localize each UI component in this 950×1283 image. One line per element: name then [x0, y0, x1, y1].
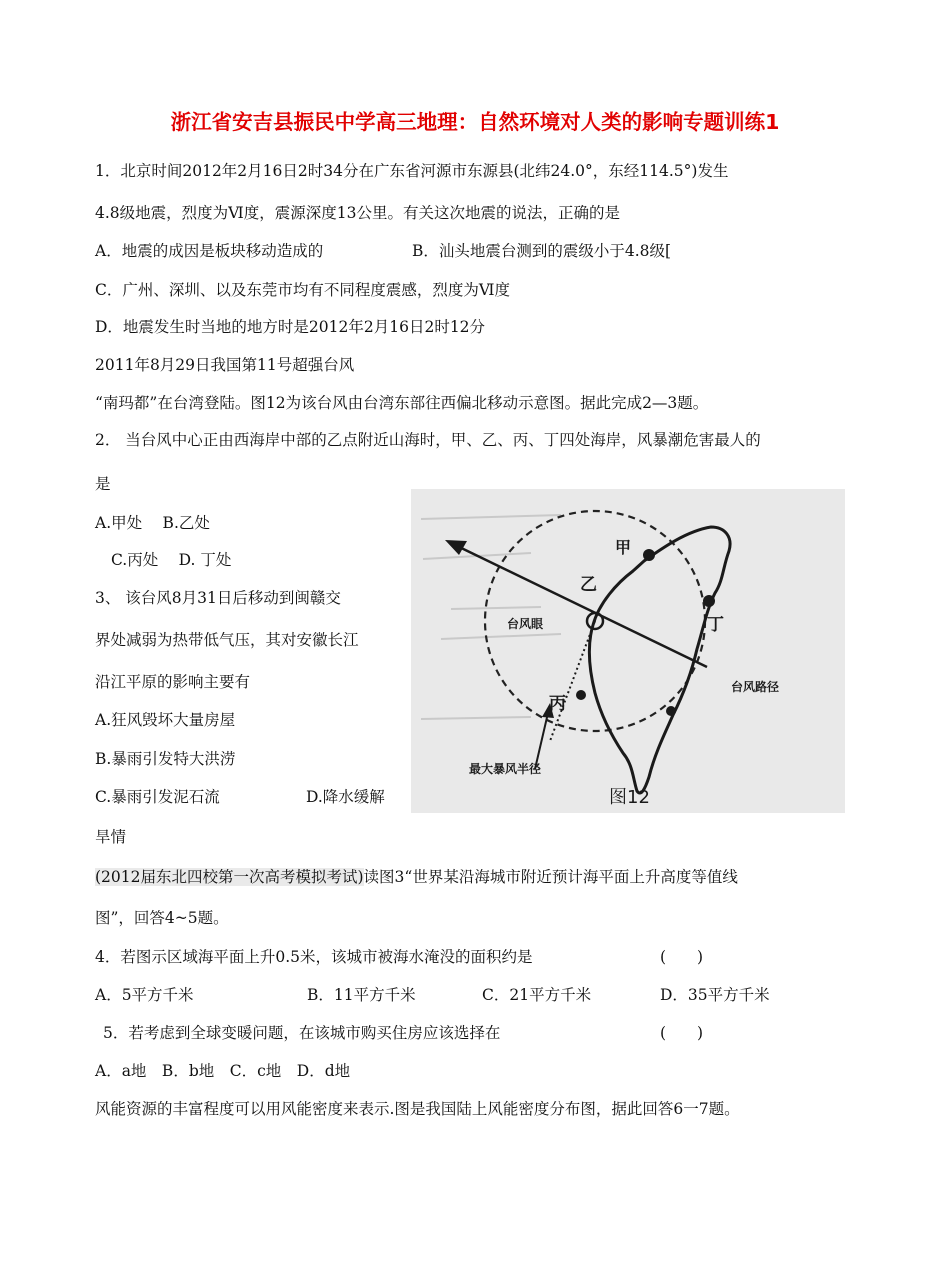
q1-stem-line1: 1．北京时间2012年2月16日2时34分在广东省河源市东源县(北纬24.0°，东经114.5°)发生	[95, 162, 729, 180]
q2-stem-line1: 2． 当台风中心正由西海岸中部的乙点附近山海时，甲、乙、丙、丁四处海岸，风暴潮危害最人的	[95, 431, 761, 449]
q2-options-ab: A.甲处 B.乙处	[95, 514, 210, 532]
q3-stem-line1: 3、 该台风8月31日后移动到闽赣交	[95, 589, 341, 607]
q3-stem-line3: 沿江平原的影响主要有	[95, 673, 251, 691]
q5-answer-bracket: ( )	[660, 1024, 704, 1042]
q5-stem: 5．若考虑到全球变暖问题，在该城市购买住房应该选择在	[103, 1024, 501, 1042]
q1-option-c: C．广州、深圳、以及东莞市均有不同程度震感，烈度为Ⅵ度	[95, 281, 510, 299]
q1-stem-line2: 4.8级地震，烈度为Ⅵ度，震源深度13公里。有关这次地震的说法，正确的是	[95, 204, 620, 222]
point-south-icon	[666, 706, 676, 716]
q3-option-d: D.降水缓解	[306, 788, 385, 806]
q4-option-c: C．21平方千米	[482, 986, 592, 1004]
point-bing-icon	[576, 690, 586, 700]
figure-12-typhoon-map	[411, 489, 845, 813]
label-typhoon-path: 台风路径	[731, 680, 780, 694]
point-jia-icon	[643, 549, 655, 561]
q4-option-d: D．35平方千米	[660, 986, 770, 1004]
q2-stem-line2: 是	[95, 475, 111, 493]
label-jia: 甲	[615, 538, 632, 557]
source-note: (2012届东北四校第一次高考模拟考试)	[95, 868, 364, 886]
wind-intro-line1: 风能资源的丰富程度可以用风能密度来表示.图是我国陆上风能密度分布图，据此回答6一7题。	[95, 1100, 740, 1118]
q2-options-cd: C.丙处 D. 丁处	[111, 551, 232, 569]
q3-option-a: A.狂风毁坏大量房屋	[95, 711, 236, 729]
label-ding: 丁	[707, 615, 724, 635]
q3-option-d-cont: 旱情	[95, 828, 127, 846]
point-ding-icon	[703, 595, 715, 607]
q5-options: A．a地 B．b地 C．c地 D．d地	[95, 1062, 351, 1080]
q3-stem-line2: 界处减弱为热带低气压，其对安徽长江	[95, 631, 359, 649]
q1-option-a: A．地震的成因是板块移动造成的	[95, 242, 324, 260]
typhoon-map-svg	[411, 489, 845, 813]
q1-option-d: D．地震发生时当地的地方时是2012年2月16日2时12分	[95, 318, 486, 336]
typhoon-intro-line2: “南玛都”在台湾登陆。图12为该台风由台湾东部往西偏北移动示意图。据此完成2—3题。	[95, 394, 709, 412]
figure-caption: 图12	[609, 787, 650, 808]
q4-option-a: A．5平方千米	[95, 986, 194, 1004]
q3-option-c: C.暴雨引发泥石流	[95, 788, 220, 806]
q4-stem: 4．若图示区域海平面上升0.5米，该城市被海水淹没的面积约是	[95, 948, 533, 966]
label-typhoon-eye: 台风眼	[507, 617, 544, 631]
q4-answer-bracket: ( )	[660, 948, 704, 966]
q1-option-b: B．汕头地震台测到的震级小于4.8级[	[412, 242, 672, 260]
sea-level-intro-line1	[95, 870, 738, 886]
page-title: 浙江省安吉县振民中学高三地理：自然环境对人类的影响专题训练1	[170, 110, 780, 134]
label-bing: 丙	[549, 694, 566, 714]
sea-level-intro-line2: 图”，回答4~5题。	[95, 909, 229, 927]
typhoon-intro-line1: 2011年8月29日我国第11号超强台风	[95, 356, 355, 374]
label-max-radius: 最大暴风半径	[469, 762, 542, 776]
sea-level-intro-rest: 读图3“世界某沿海城市附近预计海平面上升高度等值线	[363, 868, 738, 886]
q4-option-b: B．11平方千米	[307, 986, 416, 1004]
q3-option-b: B.暴雨引发特大洪涝	[95, 750, 236, 768]
label-yi: 乙	[580, 575, 597, 595]
